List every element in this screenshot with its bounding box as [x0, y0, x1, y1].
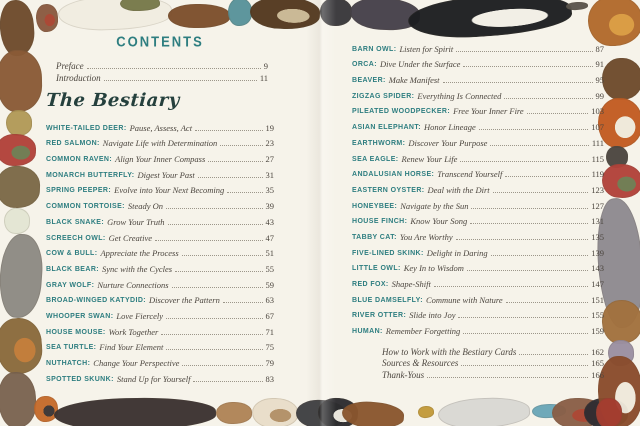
entry-subtitle: Appreciate the Process: [100, 248, 179, 259]
toc-entry: [46, 133, 274, 149]
toc-entry: [46, 148, 274, 164]
entry-subtitle: Find Your Element: [99, 342, 164, 353]
toc-entry: [352, 101, 604, 117]
dotted-leader: [470, 223, 588, 224]
entry-subtitle: Shape-Shift: [391, 279, 431, 289]
entry-subtitle: Grow Your Truth: [107, 216, 165, 227]
dotted-leader: [456, 239, 589, 240]
page-number: 107: [591, 122, 604, 133]
page-number: 11: [259, 73, 268, 83]
toc-entry: [352, 258, 604, 274]
entry-animal-name: SEA EAGLE:: [352, 155, 399, 163]
entry-animal-name: ASIAN ELEPHANT:: [352, 124, 422, 132]
page-number: 135: [591, 231, 604, 242]
front-matter-row: [56, 71, 268, 84]
page-number: 43: [265, 216, 274, 227]
entry-animal-name: BLACK BEAR:: [46, 265, 100, 273]
entry-animal-name: COMMON RAVEN:: [46, 156, 113, 164]
page-number: 63: [265, 295, 274, 306]
toc-entry: [46, 321, 274, 337]
entry-animal-name: LITTLE OWL:: [352, 265, 401, 273]
page-number: 39: [265, 201, 274, 212]
entry-subtitle: Everything Is Connected: [417, 90, 502, 101]
honeybee-bottom-illustration: [418, 405, 435, 418]
dotted-leader: [161, 334, 262, 335]
page-number: 87: [595, 43, 604, 54]
entry-subtitle: Discover the Pattern: [149, 295, 220, 306]
dotted-leader: [471, 208, 588, 209]
entry-animal-name: BARN OWL:: [352, 45, 397, 53]
entry-subtitle: Delight in Daring: [426, 247, 488, 258]
toc-entry: [46, 274, 274, 290]
front-matter-list: [46, 58, 274, 83]
dotted-leader: [458, 317, 588, 318]
back-matter-title: Thank-Yous: [382, 370, 425, 381]
toc-entry: [46, 180, 274, 196]
page-number: 162: [591, 346, 604, 357]
toc-entry: [352, 132, 604, 148]
entry-animal-name: HOUSE MOUSE:: [46, 328, 106, 336]
dotted-leader: [491, 255, 589, 256]
entry-subtitle: Get Creative: [108, 232, 152, 243]
toc-entry: [46, 305, 274, 321]
dotted-leader: [182, 255, 263, 256]
page-number: 23: [265, 138, 274, 149]
dotted-leader: [227, 192, 262, 193]
dotted-leader: [223, 302, 263, 303]
dotted-leader: [220, 145, 262, 146]
dotted-leader: [104, 80, 257, 81]
contents-heading: CONTENTS: [116, 32, 204, 51]
dotted-leader: [463, 66, 592, 67]
page-number: 166: [591, 370, 604, 381]
entry-subtitle: Sync with the Cycles: [102, 263, 173, 274]
page-number: 131: [591, 216, 604, 227]
page-number: 71: [265, 326, 274, 337]
page-number: 115: [591, 153, 604, 164]
toc-entry: [352, 320, 604, 336]
house-finch-top-illustration: [35, 3, 58, 32]
back-matter-row: [382, 345, 604, 357]
entry-animal-name: BLACK SNAKE:: [46, 218, 105, 226]
entry-subtitle: Pause, Assess, Act: [129, 122, 193, 133]
toc-entry: [46, 195, 274, 211]
entry-animal-name: BLUE DAMSELFLY:: [352, 296, 423, 304]
entry-animal-name: HUMAN:: [352, 328, 383, 336]
back-matter-row: [382, 357, 604, 369]
beaver-top-left-illustration: [0, 0, 36, 57]
dotted-leader: [175, 271, 262, 272]
toc-entry: [352, 116, 604, 132]
dotted-leader: [460, 161, 588, 162]
dotted-leader: [505, 176, 588, 177]
dotted-leader: [172, 287, 263, 288]
entry-subtitle: Commune with Nature: [425, 294, 503, 305]
dotted-leader: [461, 365, 588, 366]
section-heading: The Bestiary: [45, 90, 181, 111]
right-page: [352, 38, 604, 380]
toc-entry: [46, 164, 274, 180]
toc-entry: [46, 211, 274, 227]
entry-subtitle: Renew Your Life: [401, 153, 458, 164]
page-number: 95: [595, 75, 604, 86]
dotted-leader: [166, 349, 262, 350]
page-number: 159: [591, 326, 604, 337]
toc-entry: [46, 290, 274, 306]
dotted-leader: [198, 177, 263, 178]
red-salmon-left-illustration: [0, 134, 36, 167]
entry-subtitle: Know Your Song: [410, 216, 468, 227]
entry-animal-name: HOUSE FINCH:: [352, 218, 408, 226]
entry-animal-name: BEAVER:: [352, 77, 386, 85]
toc-entry: [46, 227, 274, 243]
entry-animal-name: COMMON TORTOISE:: [46, 203, 125, 211]
front-matter-title: Introduction: [56, 73, 101, 83]
toc-entry: [46, 258, 274, 274]
dotted-leader: [506, 302, 589, 303]
page-number: 139: [591, 247, 604, 258]
entry-subtitle: Listen for Spirit: [399, 43, 454, 54]
right-entries-list: [352, 38, 604, 336]
entry-subtitle: Discover Your Purpose: [408, 137, 488, 148]
spring-peeper-left-illustration: [6, 110, 32, 136]
dotted-leader: [490, 145, 588, 146]
front-matter-title: Preface: [56, 60, 84, 71]
entry-subtitle: Steady On: [127, 201, 164, 212]
tabby-cat-right-illustration: [601, 299, 640, 345]
page-number: 35: [265, 185, 274, 196]
toc-entry: [352, 211, 604, 227]
entry-animal-name: BROAD-WINGED KATYDID:: [46, 297, 147, 305]
entry-animal-name: FIVE-LINED SKINK:: [352, 249, 424, 257]
toc-entry: [352, 148, 604, 164]
toc-entry: [46, 368, 274, 384]
beaver-right-illustration: [602, 58, 640, 101]
entry-animal-name: NUTHATCH:: [46, 360, 91, 367]
entry-subtitle: Navigate by the Sun: [400, 200, 469, 211]
toc-entry: [352, 69, 604, 85]
entry-subtitle: Make Manifest: [388, 75, 440, 86]
dotted-leader: [493, 192, 589, 193]
page-number: 31: [265, 169, 274, 180]
entry-animal-name: SPOTTED SKUNK:: [46, 375, 114, 383]
red-salmon-right-illustration: [601, 163, 640, 200]
page-number: 143: [591, 263, 604, 274]
moth-left-illustration: [3, 207, 30, 234]
dotted-leader: [166, 208, 262, 209]
entry-animal-name: PILEATED WOODPECKER:: [352, 108, 451, 116]
entry-subtitle: Navigate Life with Determination: [102, 138, 218, 149]
dotted-leader: [195, 130, 262, 131]
back-matter-title: Sources & Resources: [382, 358, 459, 369]
entry-animal-name: MONARCH BUTTERFLY:: [46, 171, 135, 179]
black-bear-bottom-illustration: [54, 397, 217, 426]
dotted-leader: [519, 354, 588, 355]
entry-animal-name: WHITE-TAILED DEER:: [46, 124, 127, 132]
page-number: 67: [265, 310, 274, 321]
entry-animal-name: RED FOX:: [352, 281, 389, 288]
page-number: 91: [595, 59, 604, 70]
dotted-leader: [182, 365, 262, 366]
toc-entry: [352, 289, 604, 305]
entry-animal-name: HONEYBEE:: [352, 202, 398, 210]
entry-animal-name: ORCA:: [352, 61, 377, 69]
entry-subtitle: Free Your Inner Fire: [453, 106, 524, 117]
left-page: [46, 34, 274, 384]
tortoise-left-illustration: [0, 165, 41, 209]
entry-subtitle: Work Together: [108, 326, 159, 337]
page-number: 79: [265, 358, 274, 368]
dotted-leader: [87, 68, 261, 69]
skink-top-illustration: [228, 0, 252, 26]
toc-entry: [352, 242, 604, 258]
entry-animal-name: ZIGZAG SPIDER:: [352, 92, 415, 100]
dotted-leader: [427, 377, 588, 378]
page-number: 19: [265, 122, 274, 133]
entry-subtitle: Transcend Yourself: [437, 169, 503, 180]
toc-entry: [46, 117, 274, 133]
entry-subtitle: Honor Lineage: [424, 122, 476, 133]
entry-subtitle: Align Your Inner Compass: [115, 154, 206, 165]
entry-subtitle: Dive Under the Surface: [379, 59, 461, 70]
page-number: 165: [591, 358, 604, 369]
dotted-leader: [193, 381, 262, 382]
page-number: 151: [591, 294, 604, 305]
entry-animal-name: RIVER OTTER:: [352, 312, 407, 320]
page-number: 47: [265, 232, 274, 243]
left-entries-list: [46, 117, 274, 384]
dotted-leader: [155, 240, 263, 241]
dotted-leader: [443, 82, 593, 83]
entry-subtitle: Slide into Joy: [409, 310, 456, 321]
entry-subtitle: Love Fiercely: [116, 310, 164, 321]
river-otter-top-illustration: [168, 4, 230, 28]
back-matter-list: [352, 345, 604, 380]
river-otter-bottom-illustration: [341, 400, 405, 426]
toc-entry: [46, 352, 274, 368]
page-number: 127: [591, 200, 604, 211]
red-finch-corner-illustration: [596, 398, 622, 426]
dotted-leader: [208, 161, 262, 162]
page-number: 51: [265, 248, 274, 259]
entry-subtitle: Change Your Perspective: [93, 358, 180, 368]
gray-wolf-left-illustration: [0, 233, 45, 320]
dotted-leader: [434, 286, 588, 287]
toc-entry: [352, 273, 604, 289]
entry-animal-name: SEA TURTLE:: [46, 344, 97, 352]
entry-animal-name: COW & BULL:: [46, 250, 98, 258]
orca-top-illustration: [407, 0, 573, 42]
entry-subtitle: Key In to Wisdom: [403, 263, 464, 274]
entry-animal-name: GRAY WOLF:: [46, 281, 95, 289]
toc-entry: [46, 243, 274, 259]
dotted-leader: [168, 224, 263, 225]
entry-animal-name: SPRING PEEPER:: [46, 187, 112, 195]
paw-prints-top-illustration: [566, 1, 588, 10]
toc-entry: [352, 226, 604, 242]
back-matter-row: [382, 368, 604, 380]
toc-entry: [352, 54, 604, 70]
page-number: 59: [265, 279, 274, 290]
toc-entry: [352, 85, 604, 101]
toc-entry: [352, 38, 604, 54]
dotted-leader: [456, 51, 592, 52]
barn-owl-bottom-illustration: [252, 398, 299, 426]
entry-animal-name: TABBY CAT:: [352, 233, 397, 241]
dotted-leader: [166, 318, 262, 319]
deer-head-left-illustration: [0, 50, 43, 113]
toc-entry: [46, 337, 274, 353]
entry-subtitle: Digest Your Past: [137, 169, 195, 180]
dotted-leader: [463, 333, 588, 334]
page-number: 155: [591, 310, 604, 321]
entry-subtitle: Stand Up for Yourself: [116, 373, 191, 384]
entry-subtitle: Deal with the Dirt: [427, 184, 490, 195]
house-mouse-bottom-illustration: [216, 402, 252, 424]
page-number: 99: [595, 90, 604, 101]
page-number: 111: [591, 137, 604, 148]
page-number: 83: [265, 373, 274, 384]
toc-entry: [352, 195, 604, 211]
page-number: 9: [263, 60, 268, 71]
entry-subtitle: Nurture Connections: [97, 279, 169, 290]
front-matter-row: [56, 58, 268, 71]
page-number: 103: [591, 106, 604, 117]
page-number: 55: [265, 263, 274, 274]
toc-entry: [352, 305, 604, 321]
entry-subtitle: Evolve into Your Next Becoming: [114, 185, 225, 196]
entry-subtitle: You Are Worthy: [399, 231, 453, 242]
entry-animal-name: RED SALMON:: [46, 140, 100, 148]
horse-head-bottom-illustration: [437, 396, 530, 426]
entry-animal-name: EARTHWORM:: [352, 139, 406, 147]
toc-entry: [352, 164, 604, 180]
sea-turtle-left-illustration: [0, 316, 44, 375]
page-number: 147: [591, 279, 604, 289]
dotted-leader: [467, 270, 588, 271]
dotted-leader: [479, 129, 589, 130]
entry-animal-name: SCREECH OWL:: [46, 234, 106, 242]
entry-animal-name: WHOOPER SWAN:: [46, 312, 114, 320]
entry-animal-name: EASTERN OYSTER:: [352, 186, 425, 194]
page-number: 119: [591, 169, 604, 180]
page-gutter: [306, 0, 336, 426]
page-number: 27: [265, 154, 274, 165]
back-matter-title: How to Work with the Bestiary Cards: [382, 346, 517, 357]
page-number: 75: [265, 342, 274, 353]
toc-entry: [352, 179, 604, 195]
page-number: 123: [591, 184, 604, 195]
entry-subtitle: Remember Forgetting: [385, 326, 461, 337]
dotted-leader: [504, 98, 592, 99]
screech-owl-corner-illustration: [0, 371, 37, 426]
entry-animal-name: ANDALUSIAN HORSE:: [352, 171, 435, 179]
dotted-leader: [527, 113, 589, 114]
